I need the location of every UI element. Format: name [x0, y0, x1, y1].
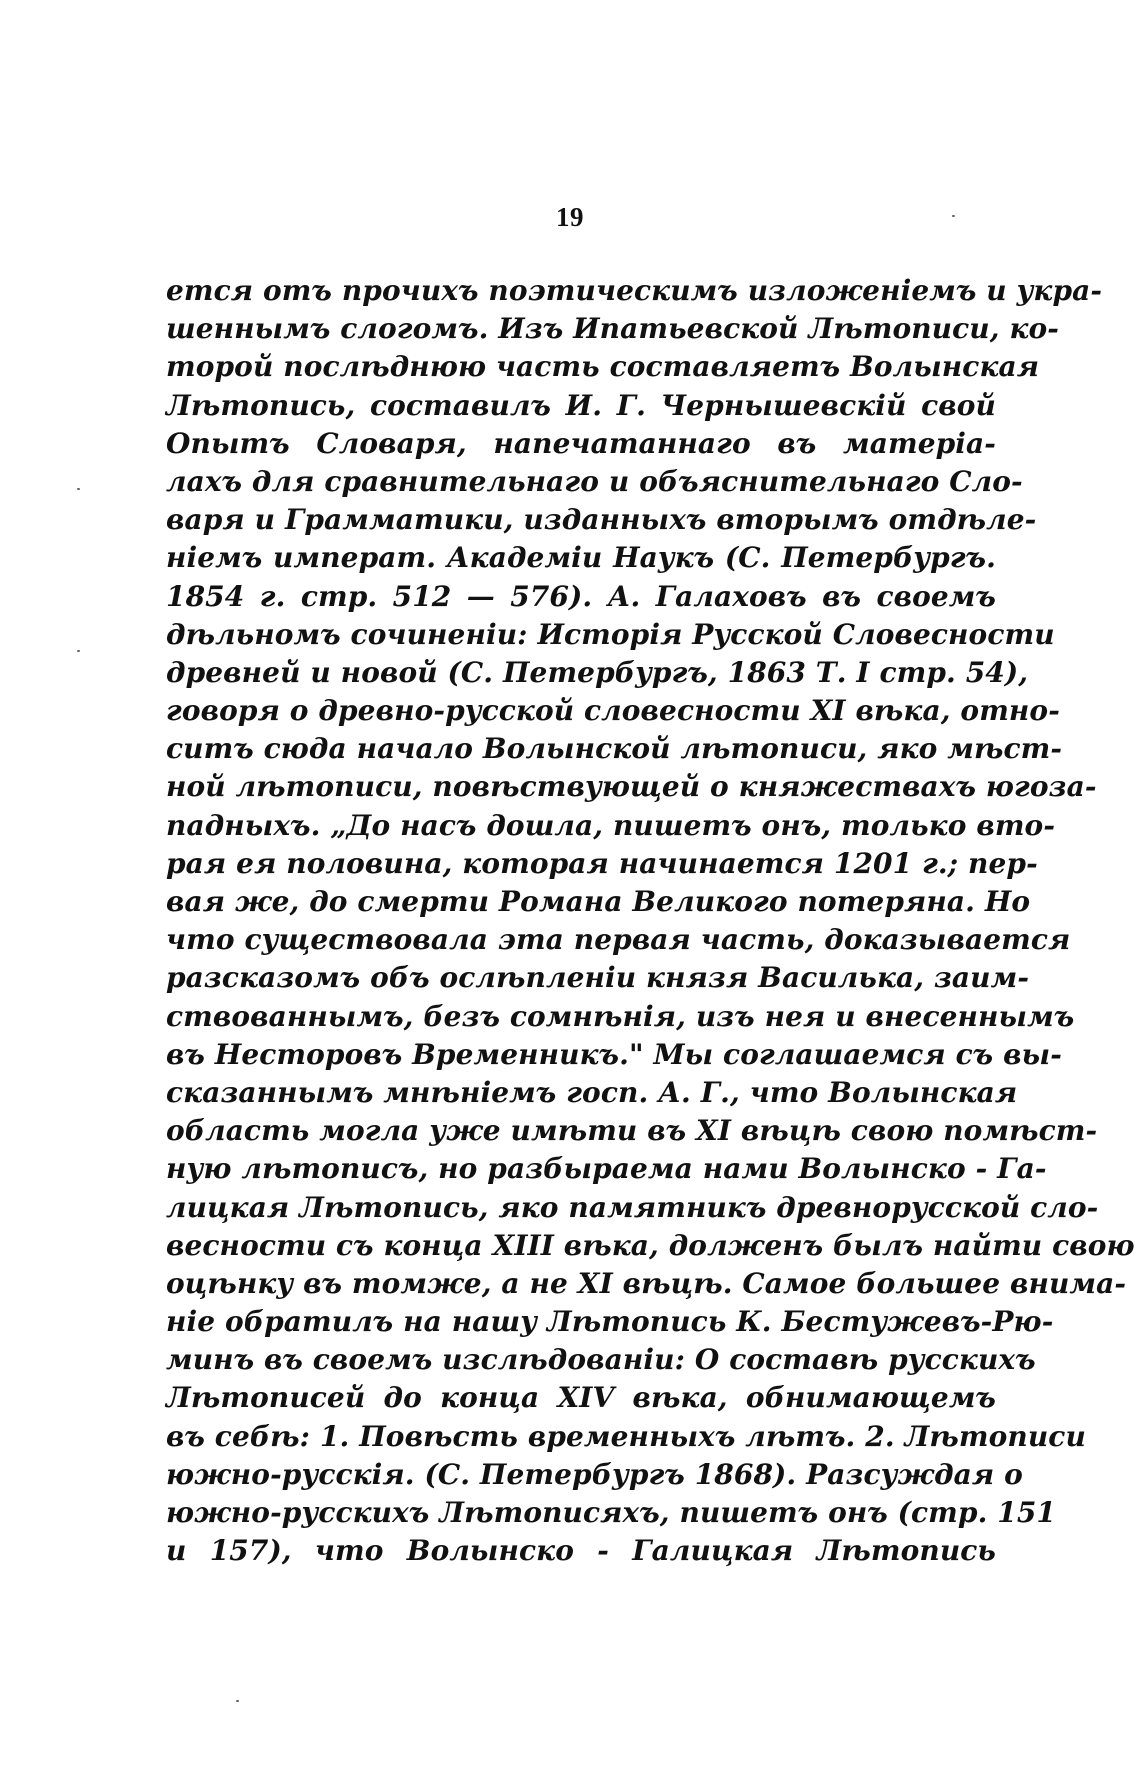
text-line: ніемъ императ. Академіи Наукъ (С. Петербургъ.	[166, 541, 996, 575]
text-line: сказаннымъ мнѣніемъ госп. А. Г., что Волынская	[166, 1075, 1018, 1109]
text-line: рая ея половина, которая начинается 1201 г.; пер-	[166, 846, 1038, 880]
text-line: въ себѣ: 1. Повѣсть временныхъ лѣтъ. 2. Лѣтописи	[166, 1419, 1086, 1453]
text-line: ной лѣтописи, повѣствующей о княжествахъ югоза-	[166, 770, 1097, 804]
text-line: Лѣтописей до конца XIV вѣка, обнимающемъ	[166, 1381, 996, 1415]
text-line: древней и новой (С. Петербургъ, 1863 Т. I стр. 54),	[166, 655, 1029, 689]
page-number: 19	[556, 202, 584, 232]
text-line: ную лѣтописъ, но разбыраема нами Волынско - Га-	[166, 1152, 1047, 1186]
text-line: варя и Грамматики, изданныхъ вторымъ отдѣле-	[166, 503, 1037, 537]
scan-speck	[77, 488, 80, 490]
text-line: Лѣтопись, составилъ И. Г. Чернышевскій свой	[166, 388, 996, 422]
text-line: оцѣнку въ томже, а не XI вѣцѣ. Самое большее внима-	[166, 1266, 1127, 1300]
text-line: ситъ сюда начало Волынской лѣтописи, яко мѣст-	[166, 732, 1063, 766]
text-line: дѣльномъ сочиненіи: Исторія Русской Словесности	[166, 617, 1055, 651]
text-line: весности съ конца XIII вѣка, долженъ былъ найти свою	[166, 1228, 1135, 1262]
scan-speck	[77, 650, 80, 652]
text-line: южно-русскихъ Лѣтописяхъ, пишетъ онъ (стр. 151	[166, 1496, 1057, 1529]
text-line: минъ въ своемъ изслѣдованіи: О составѣ русскихъ	[166, 1343, 1036, 1377]
text-line: 1854 г. стр. 512 — 576). А. Галаховъ въ своемъ	[166, 579, 996, 613]
text-line: падныхъ. „До насъ дошла, пишетъ онъ, только вто-	[166, 808, 1056, 842]
text-line: въ Несторовъ Временникъ." Мы соглашаемся съ вы-	[166, 1037, 1062, 1071]
text-line: лицкая Лѣтопись, яко памятникъ древнорусской сло-	[166, 1190, 1099, 1224]
text-line: говоря о древно-русской словесности XI вѣка, отно-	[166, 694, 1060, 728]
text-line: вая же, до смерти Романа Великого потеряна. Но	[166, 885, 1031, 918]
text-line: разсказомъ объ ослѣпленіи князя Василька, заим-	[166, 961, 1030, 995]
text-line: шеннымъ слогомъ. Изъ Ипатьевской Лѣтописи, ко-	[166, 312, 1059, 346]
text-line: ніе обратилъ на нашу Лѣтопись К. Бестужевъ-Рю-	[166, 1305, 1054, 1339]
text-line: и 157), что Волынско - Галицкая Лѣтопись	[166, 1534, 996, 1568]
text-line: область могла уже имѣти въ XI вѣцѣ свою помѣст-	[166, 1114, 1098, 1148]
text-line: Опытъ Словаря, напечатаннаго въ матеріа-	[166, 426, 996, 460]
text-line: торой послѣднюю часть составляетъ Волынская	[166, 350, 1040, 384]
scan-speck	[952, 215, 955, 217]
body-text	[166, 272, 1135, 1570]
text-line: ствованнымъ, безъ сомнѣнія, изъ нея и внесеннымъ	[166, 999, 1075, 1033]
text-line: что существовала эта первая часть, доказывается	[166, 923, 1071, 957]
scan-speck	[236, 1700, 239, 1702]
text-line: южно-русскія. (С. Петербургъ 1868). Разсуждая о	[166, 1457, 1023, 1491]
text-line: лахъ для сравнительнаго и объяснительнаго Сло-	[166, 464, 1023, 498]
text-line: ется отъ прочихъ поэтическимъ изложеніемъ и укра-	[166, 274, 1103, 307]
